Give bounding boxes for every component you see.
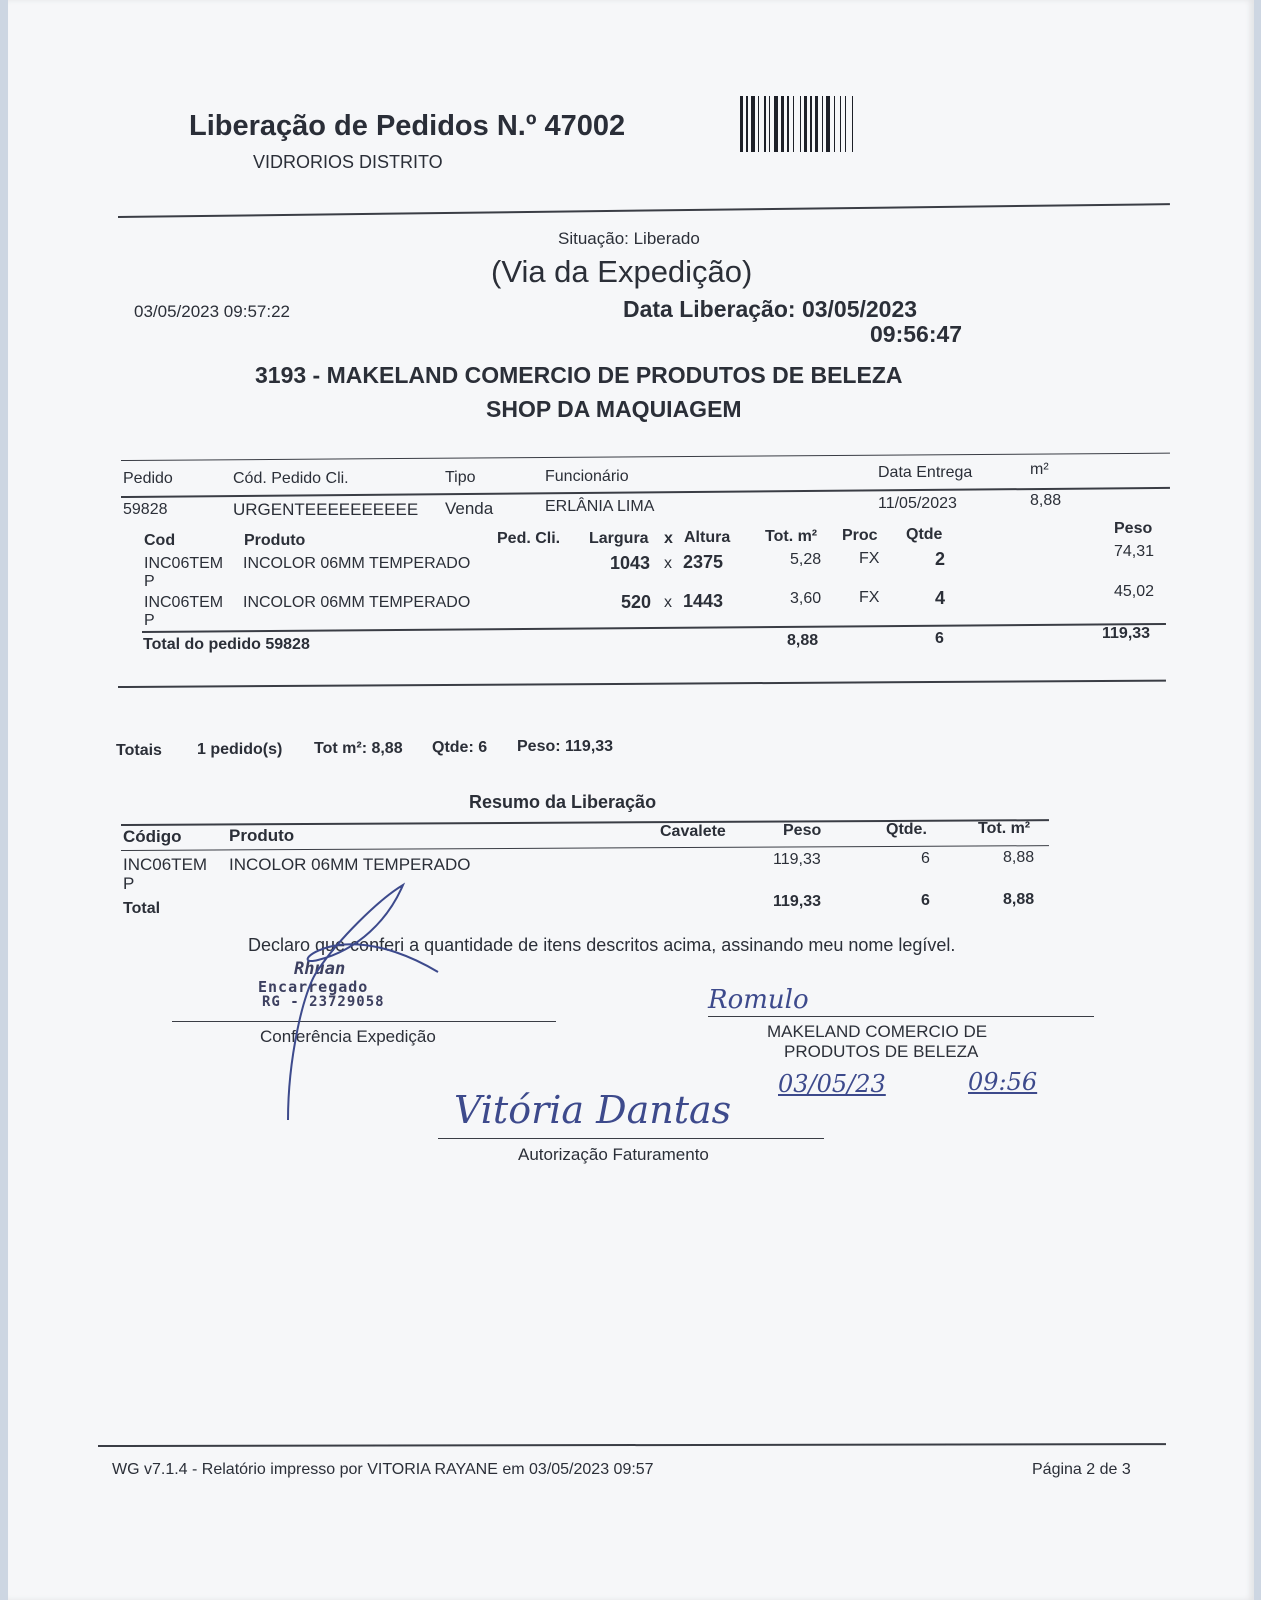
summary-row-cod: INC06TEM	[123, 855, 208, 874]
print-datetime: 03/05/2023 09:57:22	[134, 302, 290, 321]
order-top-rule	[121, 453, 1170, 461]
auth-signature: Vitória Dantas	[454, 1088, 732, 1132]
item-1-cod: INC06TEM	[144, 555, 224, 572]
header-divider	[118, 203, 1170, 218]
item-2-cod: INC06TEM	[144, 594, 224, 611]
order-data-entrega: 11/05/2023	[878, 495, 957, 512]
footer-rule	[98, 1443, 1166, 1447]
totals-m2: Tot m²: 8,88	[314, 740, 403, 757]
company-name: VIDRORIOS DISTRITO	[253, 152, 443, 172]
summary-col-qtde: Qtde.	[886, 821, 927, 838]
order-total-peso: 119,33	[1102, 625, 1151, 642]
order-total-qtde: 6	[935, 630, 944, 647]
auth-signature-line	[438, 1138, 824, 1139]
document-page	[8, 0, 1254, 1600]
summary-row-tot-m2: 8,88	[1003, 849, 1035, 866]
order-total-m2: 8,88	[787, 632, 819, 649]
item-col-altura: Altura	[684, 529, 731, 546]
declaration-text: Declaro que conferi a quantidade de itens descritos acima, assinando meu nome legível.	[248, 935, 956, 955]
summary-total-qtde: 6	[921, 892, 930, 909]
client-name-line-2: PRODUTOS DE BELEZA	[784, 1042, 979, 1061]
order-total-label: Total do pedido 59828	[143, 636, 310, 653]
col-tipo: Tipo	[445, 469, 476, 486]
item-2-altura: 1443	[683, 591, 724, 611]
stamp-name: Rhuan	[294, 959, 346, 979]
summary-col-produto: Produto	[229, 826, 295, 845]
handwritten-date: 03/05/23	[778, 1070, 886, 1098]
release-date: Data Liberação: 03/05/2023	[623, 296, 918, 322]
order-tipo: Venda	[445, 499, 494, 518]
release-time: 09:56:47	[870, 321, 963, 347]
order-header-rule	[121, 487, 1170, 498]
order-number: 59828	[123, 501, 168, 518]
item-1-cod-cont: P	[144, 573, 155, 590]
summary-col-tot-m2: Tot. m²	[978, 820, 1031, 837]
col-cod-cli: Cód. Pedido Cli.	[233, 470, 349, 487]
signature-scribble	[278, 880, 448, 1130]
totals-label: Totais	[116, 742, 162, 759]
document-title: Liberação de Pedidos N.º 47002	[189, 110, 626, 142]
item-1-x: x	[664, 555, 672, 572]
order-m2: 8,88	[1030, 492, 1062, 509]
footer-page-number: Página 2 de 3	[1032, 1461, 1131, 1478]
client-signature: Romulo	[708, 985, 809, 1015]
handwritten-time: 09:56	[968, 1068, 1038, 1096]
item-2-largura: 520	[621, 592, 652, 612]
summary-row-produto: INCOLOR 06MM TEMPERADO	[229, 855, 471, 874]
item-col-ped-cli: Ped. Cli.	[497, 530, 561, 547]
item-1-altura: 2375	[683, 552, 724, 572]
item-col-largura: Largura	[589, 530, 649, 547]
status-text: Situação: Liberado	[558, 229, 700, 248]
order-funcionario: ERLÂNIA LIMA	[545, 498, 655, 515]
customer-line-2: SHOP DA MAQUIAGEM	[486, 396, 742, 422]
col-data-entrega: Data Entrega	[878, 464, 973, 481]
barcode-image	[738, 96, 934, 154]
item-2-proc: FX	[859, 589, 880, 606]
item-col-proc: Proc	[842, 527, 878, 544]
order-total-rule	[142, 623, 1166, 633]
item-2-qtde: 4	[935, 588, 946, 608]
summary-title: Resumo da Liberação	[469, 792, 657, 812]
item-2-cod-cont: P	[144, 612, 155, 629]
summary-total-peso: 119,33	[773, 893, 822, 910]
item-col-x: x	[664, 530, 673, 547]
summary-total-tot-m2: 8,88	[1003, 891, 1035, 908]
summary-col-cavalete: Cavalete	[660, 823, 726, 840]
stamp-rg: RG - 23729058	[262, 994, 385, 1010]
order-cod-cli: URGENTEEEEEEEEEE	[233, 500, 419, 519]
summary-row-peso: 119,33	[773, 851, 821, 868]
totals-pedidos: 1 pedido(s)	[197, 741, 283, 758]
summary-total-label: Total	[123, 900, 161, 917]
footer-printed-by: WG v7.1.4 - Relatório impresso por VITORIA RAYANE em 03/05/2023 09:57	[112, 1461, 654, 1478]
auth-label: Autorização Faturamento	[518, 1145, 709, 1164]
conferencia-label: Conferência Expedição	[260, 1027, 436, 1046]
summary-row-cod-cont: P	[123, 874, 135, 893]
item-col-tot-m2: Tot. m²	[765, 528, 818, 545]
item-1-qtde: 2	[935, 549, 946, 569]
item-col-peso: Peso	[1114, 520, 1153, 537]
item-1-produto: INCOLOR 06MM TEMPERADO	[243, 555, 471, 572]
summary-col-codigo: Código	[123, 827, 182, 846]
col-m2: m²	[1030, 461, 1049, 478]
item-col-produto: Produto	[244, 532, 306, 549]
item-2-peso: 45,02	[1114, 583, 1155, 600]
item-2-produto: INCOLOR 06MM TEMPERADO	[243, 594, 471, 611]
customer-line-1: 3193 - MAKELAND COMERCIO DE PRODUTOS DE BELEZA	[255, 362, 903, 388]
item-1-proc: FX	[859, 550, 880, 567]
col-funcionario: Funcionário	[545, 468, 629, 485]
item-1-tot-m2: 5,28	[790, 551, 822, 568]
item-2-tot-m2: 3,60	[790, 590, 822, 607]
client-name-line-1: MAKELAND COMERCIO DE	[767, 1022, 988, 1041]
summary-row-qtde: 6	[921, 850, 930, 867]
summary-header-rule	[121, 845, 1049, 851]
client-signature-line	[708, 1016, 1094, 1017]
totals-peso: Peso: 119,33	[517, 738, 614, 755]
item-col-qtde: Qtde	[906, 526, 943, 543]
copy-label: (Via da Expedição)	[491, 254, 753, 289]
col-pedido: Pedido	[123, 470, 173, 487]
summary-col-peso: Peso	[783, 822, 822, 839]
item-2-x: x	[664, 594, 672, 611]
item-1-peso: 74,31	[1114, 543, 1155, 560]
order-bottom-rule	[118, 680, 1166, 688]
totals-qtde: Qtde: 6	[432, 739, 488, 756]
item-col-cod: Cod	[144, 532, 176, 549]
stamp-role: Encarregado	[258, 978, 369, 996]
item-1-largura: 1043	[610, 553, 651, 573]
